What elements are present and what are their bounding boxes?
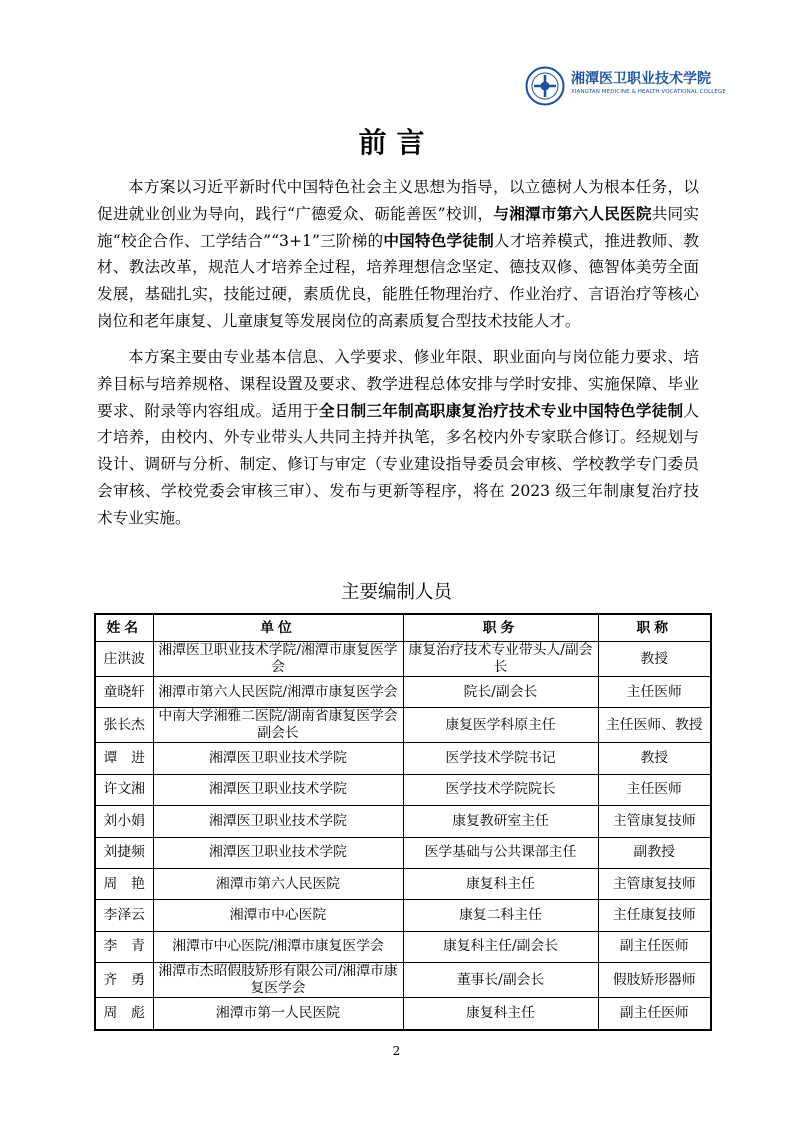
- cell-unit: 湘潭市第六人民医院/湘潭市康复医学会: [153, 677, 403, 708]
- preface-paragraph-2: [97, 344, 699, 532]
- cell-name: 刘小娟: [95, 806, 153, 837]
- cell-name: 庄洪波: [95, 642, 153, 677]
- cell-unit: 湘潭医卫职业技术学院: [153, 806, 403, 837]
- cell-title: 假肢矫形器师: [598, 963, 711, 998]
- cell-position: 康复教研室主任: [403, 806, 598, 837]
- column-header-title: 职称: [598, 614, 711, 642]
- cell-unit: 湘潭医卫职业技术学院: [153, 774, 403, 805]
- cell-unit: 湘潭市第一人民医院: [153, 998, 403, 1030]
- cell-position: 院长/副会长: [403, 677, 598, 708]
- table-row: [95, 642, 711, 677]
- table-row: [95, 806, 711, 837]
- cell-position: 康复医学科原主任: [403, 708, 598, 743]
- cell-position: 康复科主任/副会长: [403, 931, 598, 962]
- cell-name: 李泽云: [95, 900, 153, 931]
- cell-title: 主管康复技师: [598, 868, 711, 899]
- college-emblem-icon: [525, 66, 565, 106]
- para2-text-1: 本方案主要由专业基本信息、入学要求、修业年限、职业面向与岗位能力要求、培养目标与培养规格、课程设置及要求、教学进程总体安排与学时安排、实施保障、毕业要求、附录等内容组成。适用于: [97, 348, 699, 420]
- cell-title: 主任医师: [598, 677, 711, 708]
- cell-unit: 中南大学湘雅二医院/湖南省康复医学会副会长: [153, 708, 403, 743]
- cell-name: 刘捷频: [95, 837, 153, 868]
- cell-name: 童晓轩: [95, 677, 153, 708]
- table-row: [95, 963, 711, 998]
- table-header-row: [95, 614, 711, 642]
- cell-position: 医学基础与公共课部主任: [403, 837, 598, 868]
- cell-title: 副主任医师: [598, 998, 711, 1030]
- table-row: [95, 931, 711, 962]
- para2-text-2: 人才培养，由校内、外专业带头人共同主持并执笔，多名校内外专家联合修订。经规划与设计、调研与分析、制定、修订与审定（专业建设指导委员会审核、学校教学专门委员会审核、学校党委会审核三审）、发布与更新等程序，将在 2023 级三年制康复治疗技术专业实施。: [97, 401, 699, 527]
- cell-name: 周 艳: [95, 868, 153, 899]
- table-row: [95, 868, 711, 899]
- para1-bold-2: 中国特色学徒制: [383, 231, 494, 250]
- cell-position: 康复科主任: [403, 998, 598, 1030]
- cell-position: 康复二科主任: [403, 900, 598, 931]
- cell-unit: 湘潭市中心医院/湘潭市康复医学会: [153, 931, 403, 962]
- column-header-position: 职务: [403, 614, 598, 642]
- college-logo: [525, 62, 725, 110]
- cell-name: 齐 勇: [95, 963, 153, 998]
- cell-title: 副主任医师: [598, 931, 711, 962]
- cell-name: 谭 进: [95, 743, 153, 774]
- cell-unit: 湘潭医卫职业技术学院: [153, 837, 403, 868]
- cell-title: 主管康复技师: [598, 806, 711, 837]
- logo-english-name: XIANGTAN MEDICINE & HEALTH VOCATIONAL COLLEGE: [571, 89, 726, 95]
- cell-unit: 湘潭医卫职业技术学院/湘潭市康复医学会: [153, 642, 403, 677]
- table-row: [95, 900, 711, 931]
- cell-unit: 湘潭市第六人民医院: [153, 868, 403, 899]
- cell-title: 主任医师、教授: [598, 708, 711, 743]
- cell-name: 张长杰: [95, 708, 153, 743]
- cell-title: 教授: [598, 642, 711, 677]
- table-row: [95, 743, 711, 774]
- cell-name: 李 青: [95, 931, 153, 962]
- cell-position: 董事长/副会长: [403, 963, 598, 998]
- cell-position: 康复治疗技术专业带头人/副会长: [403, 642, 598, 677]
- cell-name: 周 彪: [95, 998, 153, 1030]
- staff-table: [94, 613, 712, 1031]
- para1-bold-1: 与湘潭市第六人民医院: [493, 204, 652, 223]
- table-row: [95, 774, 711, 805]
- column-header-name: 姓名: [95, 614, 153, 642]
- cell-name: 许文湘: [95, 774, 153, 805]
- column-header-unit: 单位: [153, 614, 403, 642]
- cell-position: 医学技术学院书记: [403, 743, 598, 774]
- cell-position: 康复科主任: [403, 868, 598, 899]
- cell-unit: 湘潭市杰昭假肢矫形有限公司/湘潭市康复医学会: [153, 963, 403, 998]
- cell-title: 副教授: [598, 837, 711, 868]
- table-row: [95, 677, 711, 708]
- logo-chinese-name: 湘潭医卫职业技术学院: [571, 71, 711, 87]
- cell-unit: 湘潭市中心医院: [153, 900, 403, 931]
- page-number: 2: [392, 1044, 401, 1058]
- para2-bold-1: 全日制三年制高职康复治疗技术专业中国特色学徒制: [318, 401, 684, 420]
- para1-text-3: 人才培养模式，推进教师、教材、教法改革，规范人才培养全过程，培养理想信念坚定、德技双修、德智体美劳全面发展，基础扎实，技能过硬，素质优良，能胜任物理治疗、作业治疗、言语治疗等核心岗位和老年康复、儿童康复等发展岗位的高素质复合型技术技能人才。: [97, 231, 699, 330]
- table-row: [95, 837, 711, 868]
- table-row: [95, 998, 711, 1030]
- cell-title: 主任医师: [598, 774, 711, 805]
- cell-title: 教授: [598, 743, 711, 774]
- cell-unit: 湘潭医卫职业技术学院: [153, 743, 403, 774]
- preface-paragraph-1: [97, 174, 699, 335]
- para1-text-1: 本方案以习近平新时代中国特色社会主义思想为指导，以立德树人为根本任务，以促进就业创业为导向，践行“广德爱众、砺能善医”校训，: [97, 178, 699, 223]
- cell-position: 医学技术学院院长: [403, 774, 598, 805]
- para1-text-2: 共同实施“校企合作、工学结合”“3+1”三阶梯的: [97, 204, 699, 250]
- page-title: 前言: [358, 126, 435, 159]
- cell-title: 主任康复技师: [598, 900, 711, 931]
- table-title: 主要编制人员: [340, 582, 452, 603]
- table-row: [95, 708, 711, 743]
